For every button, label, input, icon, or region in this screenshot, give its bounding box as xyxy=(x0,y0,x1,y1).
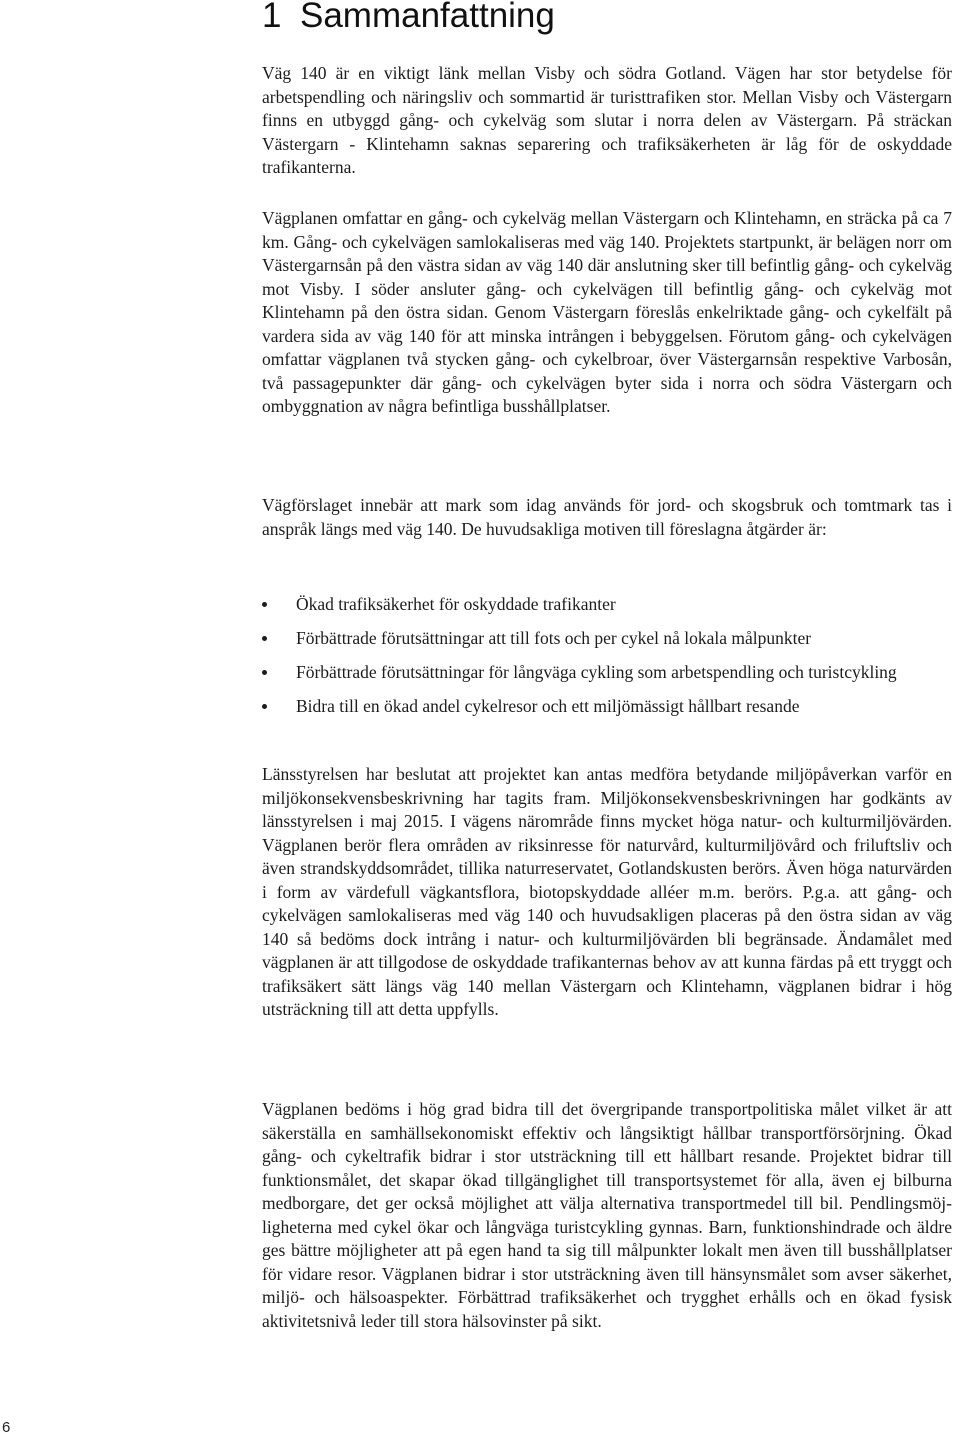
list-item xyxy=(262,660,952,684)
summary-paragraph-5: Vägplanen bedöms i hög grad bidra till det övergripande transportpolitiska målet vilket är att säkerställa en samhällsekonomiskt effektiv och långsiktigt hållbar transportförsörjning. Ökad gång- och cykeltrafik bidrar i stor utsträckning till ett hållbart resande. Projektet bidrar till funktionsmålet, det skapar ökad tillgänglighet till transportsystemet för alla, även ej bilburna medborgare, det ger också möjlighet att välja alternativa transportmedel till bil. Pendlingsmöjligheterna med cykel ökar och långväga turistcykling gynnas. Barn, funktionshindrade och äldre ges bättre möjligheter att på egen hand ta sig till målpunkter lokalt men även till busshållplatser för vidare resor. Vägplanen bidrar i stor utsträckning även till hänsynsmålet som avser säkerhet, miljö- och hälsoaspekter. Förbättrad trafiksäkerhet och trygghet erhålls och en ökad fysisk aktivitetsnivå leder till stora hälsovinster på sikt. xyxy=(262,1099,952,1331)
list-item-text: Förbättrade förutsättningar för långväga cykling som arbetspendling och turistcykling xyxy=(296,662,897,682)
list-item xyxy=(262,694,952,718)
list-item-text: Ökad trafiksäkerhet för oskyddade trafikanter xyxy=(296,594,616,614)
list-item-text: Bidra till en ökad andel cykelresor och ett miljömässigt hållbart resande xyxy=(296,696,800,716)
bullet-icon xyxy=(262,636,267,641)
summary-paragraph-2: Vägplanen omfattar en gång- och cykelväg mellan Västergarn och Klintehamn, en sträcka på ca 7 km. Gång- och cykelvägen samlokaliseras med väg 140. Projektets startpunkt, är belägen norr om Västergarnsån på den västra sidan av väg 140 där anslutning sker till befintlig gång- och cykelväg mot Visby. I söder ansluter gång- och cykelvägen till befintlig gång- och cykelväg mot Klintehamn på den östra sidan. Genom Västergarn föreslås enkelriktade gång- och cykelfält på vardera sida av väg 140 för att minska intrången i bebyggelsen. Förutom gång- och cykelvägen omfattar vägplanen två stycken gång- och cykelbroar, över Västergarnsån respektive Varbosån, två passagepunkter där gång- och cykelvägen byter sida i norra och södra Västergarn och ombyggnation av några befintliga busshållplatser. xyxy=(262,208,952,416)
list-item xyxy=(262,592,952,616)
list-item xyxy=(262,626,952,650)
summary-paragraph-4: Länsstyrelsen har beslutat att projektet kan antas medföra betydande miljöpåverkan varför en miljökonsekvensbeskrivning har tagits fram. Miljökonsekvensbeskrivningen har godkänts av länsstyrelsen i maj 2015. I vägens närområde finns mycket höga natur- och kulturmiljövärden. Vägplanen berör flera områden av riksinresse för naturvård, kulturmiljövård och friluftsliv och även strandskyddsområdet, tillika naturreservatet, Gotlandskusten berörs. Även höga naturvärden i form av värdefull vägkantsflora, biotopskyddade alléer m.m. berörs. P.g.a. att gång- och cykelvägen samlokaliseras med väg 140 och huvudsakligen placeras på den östra sidan av väg 140 så bedöms dock intrång i natur- och kulturmiljövärden bli begränsade. Ändamålet med vägplanen är att tillgodose de oskyddade trafikanternas behov av att kunna färdas på ett tryggt och trafiksäkert sätt längs väg 140 mellan Västergarn och Klintehamn, vägplanen bidrar i hög utsträckning till att detta uppfylls. xyxy=(262,764,952,1019)
page-number: 6 xyxy=(2,1419,11,1436)
section-title: Sammanfattning xyxy=(300,0,555,35)
summary-paragraph-3: Vägförslaget innebär att mark som idag används för jord- och skogsbruk och tomtmark tas i anspråk längs med väg 140. De huvudsakliga motiven till föreslagna åtgärder är: xyxy=(262,495,952,539)
summary-paragraph-1: Väg 140 är en viktigt länk mellan Visby och södra Gotland. Vägen har stor betydelse för arbetspendling och näringsliv och sommartid är turisttrafiken stor. Mellan Visby och Västergarn finns en utbyggd gång- och cykelväg som slutar i norra delen av Västergarn. På sträckan Västergarn - Klintehamn saknas separering och trafiksäkerheten är låg för de oskyddade trafikanterna. xyxy=(262,63,952,177)
motives-list xyxy=(262,592,952,728)
list-item-text: Förbättrade förutsättningar att till fots och per cykel nå lokala målpunkter xyxy=(296,628,812,648)
bullet-icon xyxy=(262,602,267,607)
bullet-icon xyxy=(262,704,267,709)
section-number: 1 xyxy=(262,0,282,35)
bullet-icon xyxy=(262,670,267,675)
